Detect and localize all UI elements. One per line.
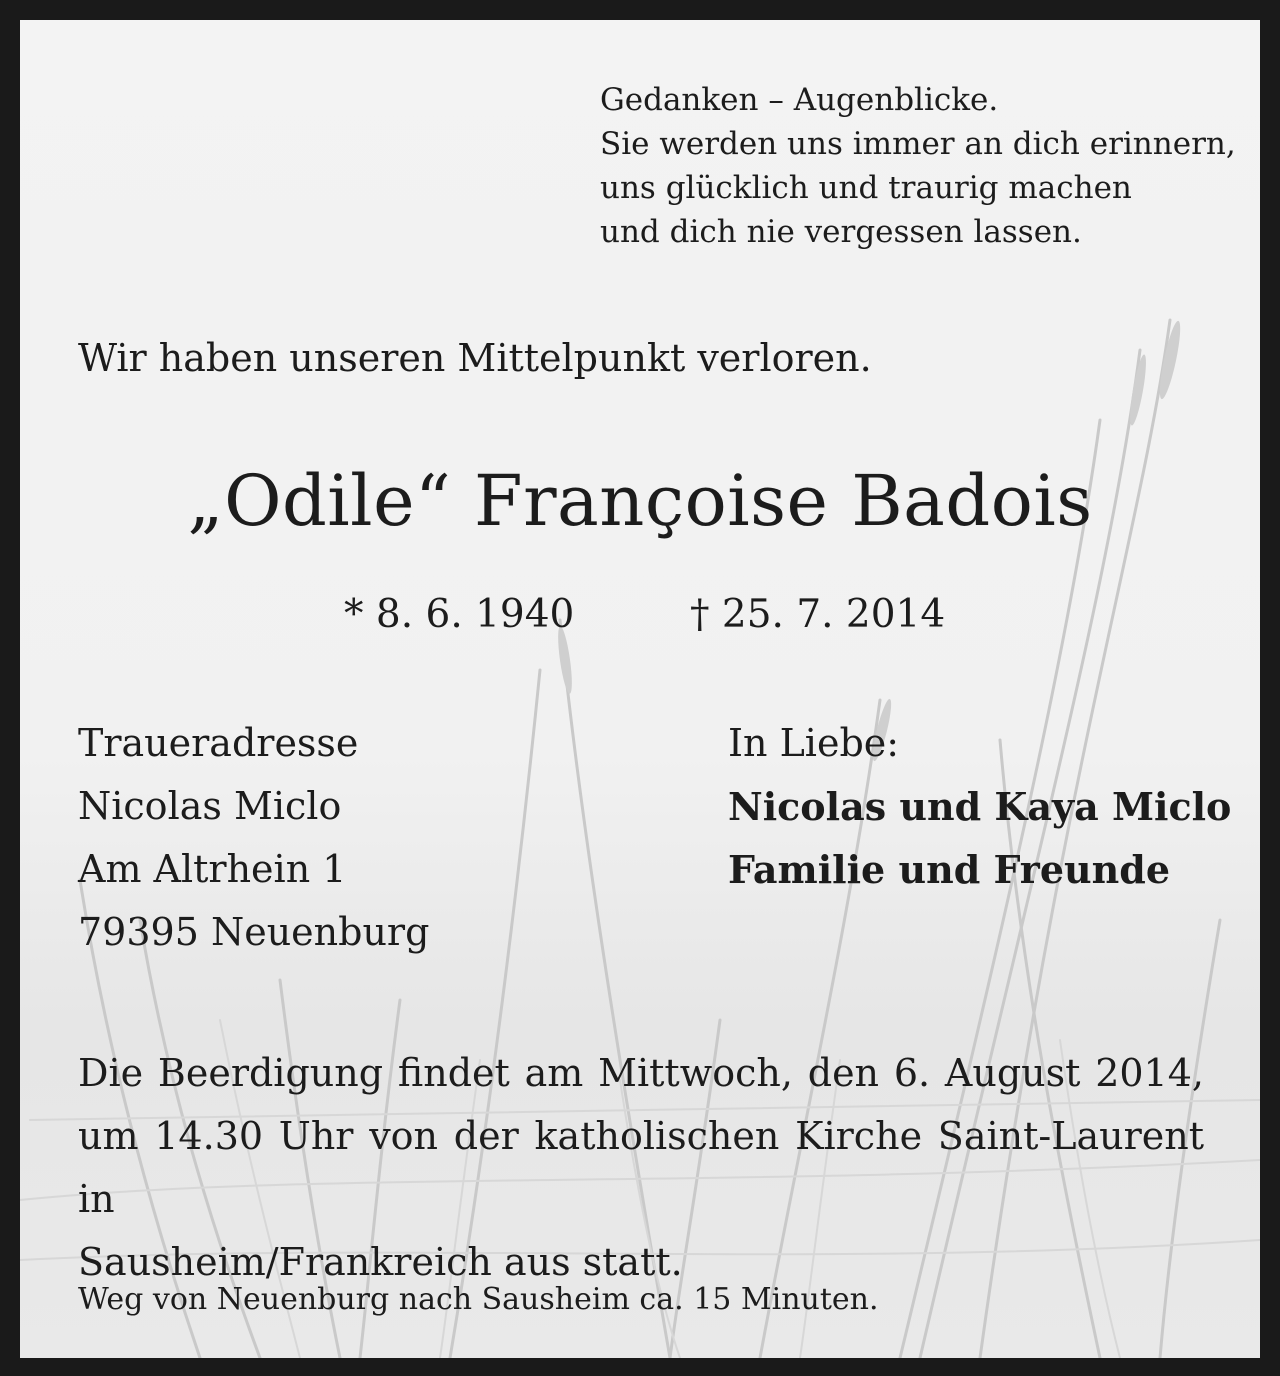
- poem: [600, 78, 1236, 254]
- address-heading: Traueradresse: [78, 721, 359, 765]
- in-love-block: [728, 712, 1231, 901]
- intro-line: Wir haben unseren Mittelpunkt verloren.: [78, 336, 872, 380]
- poem-line: uns glücklich und traurig machen: [600, 170, 1132, 206]
- travel-note: Weg von Neuenburg nach Sausheim ca. 15 Minuten.: [78, 1282, 879, 1317]
- funeral-notice: [78, 1042, 1204, 1294]
- birth-date: * 8. 6. 1940: [344, 592, 575, 637]
- address-line: 79395 Neuenburg: [78, 910, 430, 954]
- deceased-name: „Odile“ Françoise Badois: [187, 460, 1093, 542]
- poem-line: Sie werden uns immer an dich erinnern,: [600, 126, 1236, 162]
- address-line: Am Altrhein 1: [78, 847, 347, 891]
- death-date: † 25. 7. 2014: [690, 592, 946, 637]
- mourner-name: Familie und Freunde: [728, 847, 1171, 892]
- address-line: Nicolas Miclo: [78, 784, 342, 828]
- poem-line: Gedanken – Augenblicke.: [600, 82, 999, 118]
- funeral-line: Die Beerdigung findet am Mittwoch, den 6. August 2014,: [78, 1051, 1204, 1095]
- in-love-heading: In Liebe:: [728, 721, 900, 765]
- mourner-name: Nicolas und Kaya Miclo: [728, 784, 1232, 829]
- poem-line: und dich nie vergessen lassen.: [600, 214, 1082, 250]
- funeral-line: um 14.30 Uhr von der katholischen Kirche Saint-Laurent in: [78, 1114, 1204, 1221]
- mourning-address: [78, 712, 429, 964]
- funeral-line: Sausheim/Frankreich aus statt.: [78, 1240, 683, 1284]
